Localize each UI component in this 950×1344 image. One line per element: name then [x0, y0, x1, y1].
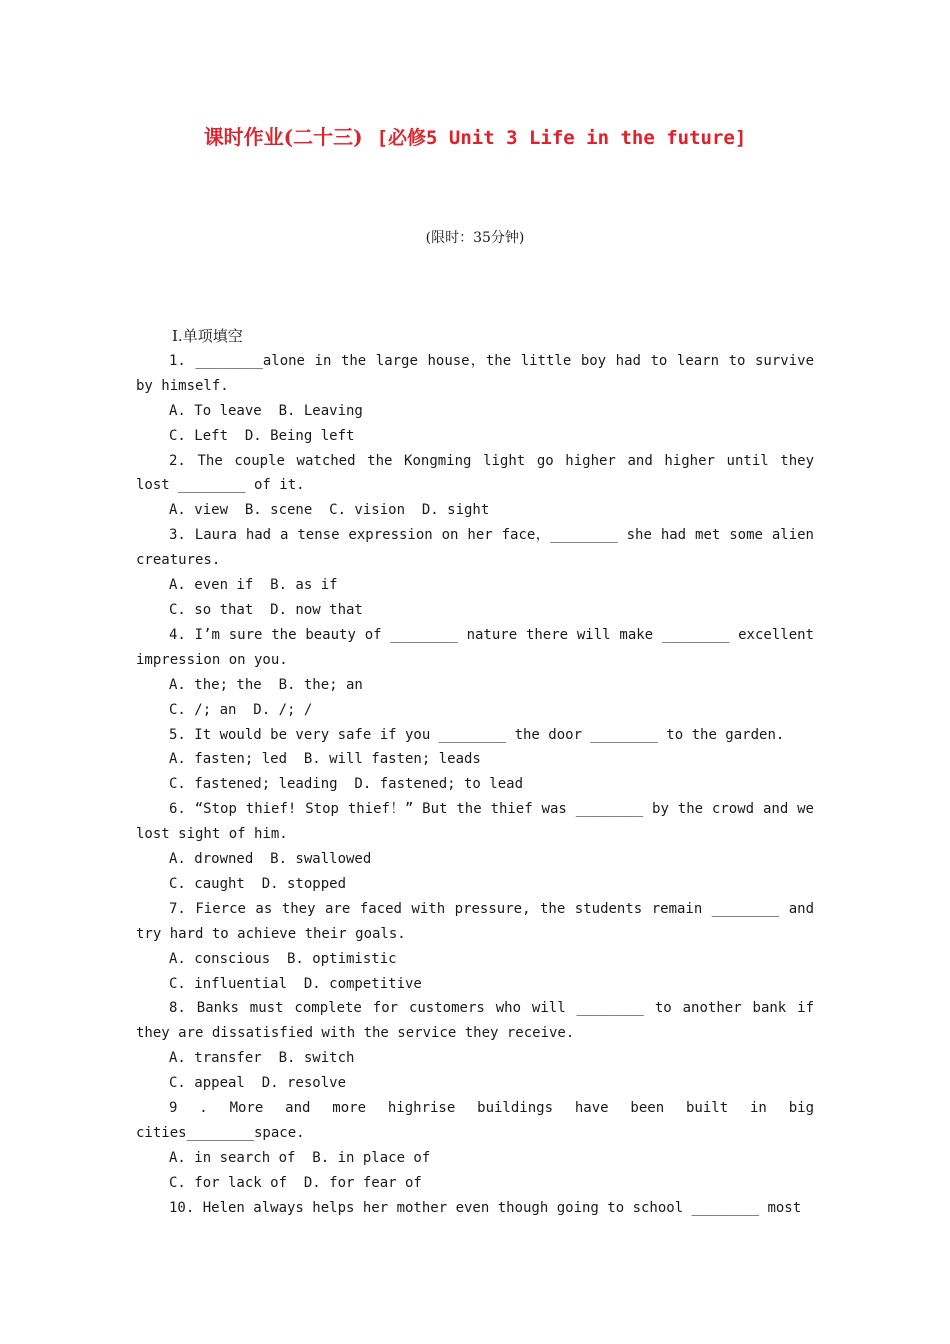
question-stem: 3. Laura had a tense expression on her face，________ she had met some alien creatures.: [136, 527, 814, 569]
question-options: C. so that D. now that: [169, 601, 363, 618]
question-options: C. influential D. competitive: [169, 975, 422, 992]
time-limit: (限时：35分钟): [425, 230, 525, 246]
question-options: C. appeal D. resolve: [169, 1075, 347, 1092]
question-options: A. in search of B. in place of: [169, 1149, 431, 1166]
section-heading: Ⅰ.单项填空: [172, 327, 243, 345]
question-options: C. fastened; leading D. fastened; to lead: [169, 776, 524, 793]
question-options: A. even if B. as if: [169, 577, 338, 594]
question-options: C. caught D. stopped: [169, 875, 347, 892]
question-options: A. drowned B. swallowed: [169, 851, 372, 868]
question-stem: 9 . More and more highrise buildings have been built in big cities________space.: [136, 1100, 814, 1141]
question-options: A. conscious B. optimistic: [169, 950, 397, 967]
question-options: C. for lack of D. for fear of: [169, 1174, 422, 1191]
title-unit: [必修5 Unit 3 Life in the future]: [376, 127, 747, 149]
question-options: C. Left D. Being left: [169, 427, 355, 444]
question-stem: 8. Banks must complete for customers who will ________ to another bank if they are dissatisfied with the service they receive.: [136, 1000, 814, 1042]
question-stem: 6. “Stop thief! Stop thief！” But the thief was ________ by the crowd and we lost sight of him.: [136, 801, 814, 843]
question-stem: 2. The couple watched the Kongming light go higher and higher until they lost ________ of it.: [136, 452, 814, 494]
question-stem: 10. Helen always helps her mother even though going to school ________ most: [169, 1199, 802, 1216]
question-options: A. transfer B. switch: [169, 1050, 355, 1067]
page-title: [0, 121, 950, 150]
question-options: C. /; an D. /; /: [169, 701, 313, 718]
question-body: [136, 324, 814, 1221]
question-stem: 7. Fierce as they are faced with pressure, the students remain ________ and try hard to achieve their goals.: [136, 900, 814, 942]
question-stem: 1. ________alone in the large house，the little boy had to learn to survive by himself.: [136, 352, 814, 394]
question-options: A. fasten; led B. will fasten; leads: [169, 751, 481, 768]
question-options: A. the; the B. the; an: [169, 676, 363, 693]
question-options: A. To leave B. Leaving: [169, 402, 363, 419]
question-stem: 4. I’m sure the beauty of ________ nature there will make ________ excellent impression on you.: [136, 626, 814, 668]
title-cn: 课时作业(二十三): [203, 125, 363, 149]
question-stem: 5. It would be very safe if you ________ the door ________ to the garden.: [169, 726, 785, 743]
question-options: A. view B. scene C. vision D. sight: [169, 502, 490, 519]
